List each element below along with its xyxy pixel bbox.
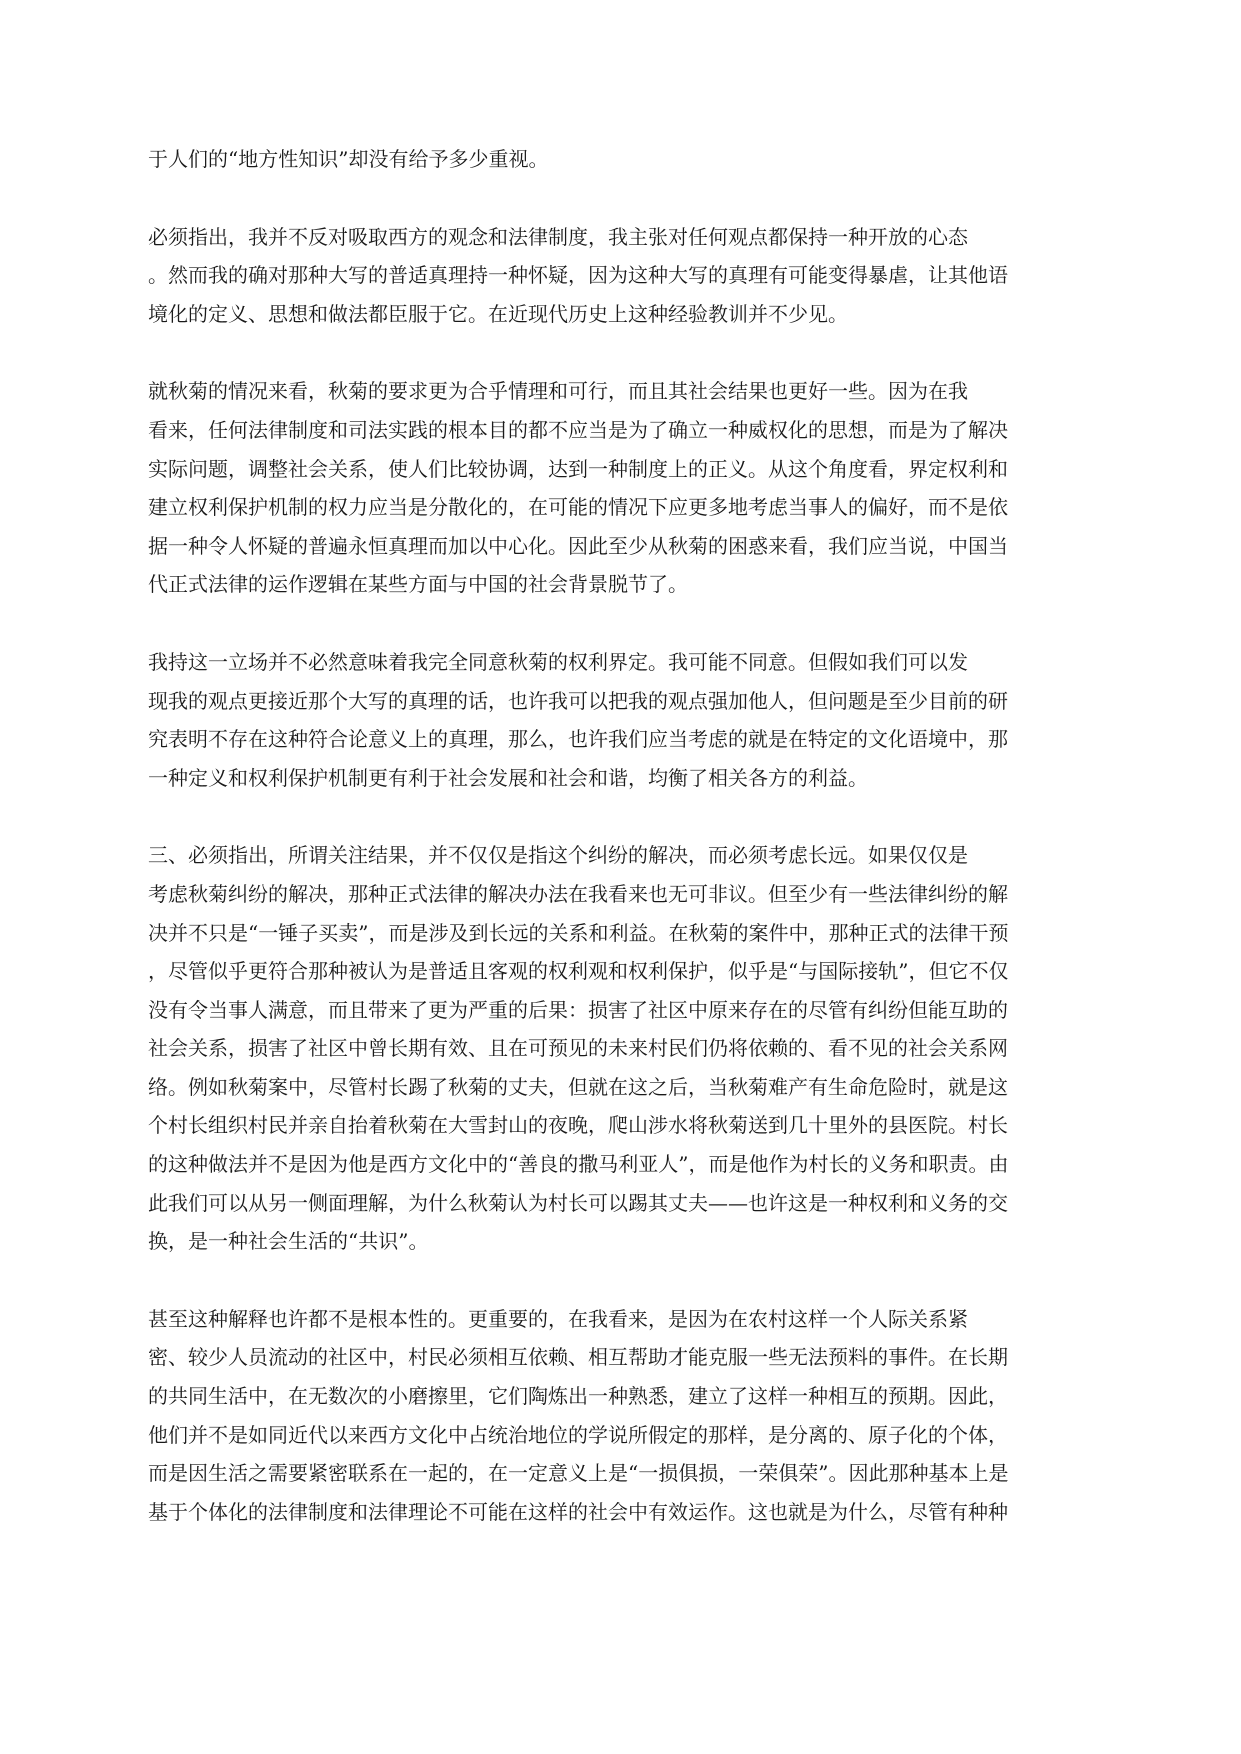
text-line: 我持这一立场并不必然意味着我完全同意秋菊的权利界定。我可能不同意。但假如我们可以发	[148, 649, 968, 674]
text-line: 换，是一种社会生活的“共识”。	[148, 1229, 429, 1254]
text-line: 的共同生活中，在无数次的小磨擦里，它们陶炼出一种熟悉，建立了这样一种相互的预期。因此，	[148, 1384, 1008, 1409]
text-line: 的这种做法并不是因为他是西方文化中的“善良的撒马利亚人”，而是他作为村长的义务和职责。由	[148, 1152, 1009, 1177]
text-line: 基于个体化的法律制度和法律理论不可能在这样的社会中有效运作。这也就是为什么，尽管有种种	[148, 1499, 1008, 1524]
text-line: 考虑秋菊纠纷的解决，那种正式法律的解决办法在我看来也无可非议。但至少有一些法律纠纷的解	[148, 881, 1008, 906]
paragraph	[148, 643, 1088, 797]
text-line: 。然而我的确对那种大写的普适真理持一种怀疑，因为这种大写的真理有可能变得暴虐，让其他语	[148, 263, 1008, 288]
text-line: 没有令当事人满意，而且带来了更为严重的后果：损害了社区中原来存在的尽管有纠纷但能互助的	[148, 997, 1008, 1022]
paragraph	[148, 140, 1088, 179]
text-line: 他们并不是如同近代以来西方文化中占统治地位的学说所假定的那样，是分离的、原子化的个体，	[148, 1422, 1008, 1447]
text-line: 据一种令人怀疑的普遍永恒真理而加以中心化。因此至少从秋菊的困惑来看，我们应当说，中国当	[148, 533, 1008, 558]
text-line: 个村长组织村民并亲自抬着秋菊在大雪封山的夜晚，爬山涉水将秋菊送到几十里外的县医院。村长	[148, 1113, 1008, 1138]
text-line: 究表明不存在这种符合论意义上的真理，那么，也许我们应当考虑的就是在特定的文化语境中，那	[148, 727, 1008, 752]
text-line: 而是因生活之需要紧密联系在一起的，在一定意义上是“一损俱损，一荣俱荣”。因此那种基本上是	[148, 1461, 1009, 1486]
text-line: 建立权利保护机制的权力应当是分散化的，在可能的情况下应更多地考虑当事人的偏好，而不是依	[148, 495, 1008, 520]
text-line: 代正式法律的运作逻辑在某些方面与中国的社会背景脱节了。	[148, 572, 688, 597]
text-line: 络。例如秋菊案中，尽管村长踢了秋菊的丈夫，但就在这之后，当秋菊难产有生命危险时，就是这	[148, 1074, 1008, 1099]
paragraph	[148, 372, 1088, 604]
paragraph	[148, 1300, 1088, 1532]
text-line: 于人们的“地方性知识”却没有给予多少重视。	[148, 147, 549, 171]
document-page	[148, 140, 1088, 1531]
text-line: 必须指出，我并不反对吸取西方的观念和法律制度，我主张对任何观点都保持一种开放的心态	[148, 224, 968, 249]
text-line: ，尽管似乎更符合那种被认为是普适且客观的权利观和权利保护，似乎是“与国际接轨”，但它不仅	[148, 959, 1009, 984]
text-line: 甚至这种解释也许都不是根本性的。更重要的，在我看来，是因为在农村这样一个人际关系紧	[148, 1306, 968, 1331]
text-line: 社会关系，损害了社区中曾长期有效、且在可预见的未来村民们仍将依赖的、看不见的社会关系网	[148, 1036, 1008, 1061]
text-line: 看来，任何法律制度和司法实践的根本目的都不应当是为了确立一种威权化的思想，而是为了解决	[148, 417, 1008, 442]
text-line: 密、较少人员流动的社区中，村民必须相互依赖、相互帮助才能克服一些无法预料的事件。在长期	[148, 1345, 1008, 1370]
text-line: 此我们可以从另一侧面理解，为什么秋菊认为村长可以踢其丈夫——也许这是一种权利和义务的交	[148, 1190, 1008, 1215]
paragraph-gap	[148, 604, 1088, 643]
text-line: 决并不只是“一锤子买卖”，而是涉及到长远的关系和利益。在秋菊的案件中，那种正式的法律干预	[148, 920, 1009, 945]
paragraph	[148, 218, 1088, 334]
paragraph-gap	[148, 1261, 1088, 1300]
paragraph-gap	[148, 333, 1088, 372]
text-line: 一种定义和权利保护机制更有利于社会发展和社会和谐，均衡了相关各方的利益。	[148, 765, 868, 790]
text-line: 三、必须指出，所谓关注结果，并不仅仅是指这个纠纷的解决，而必须考虑长远。如果仅仅是	[148, 843, 968, 868]
paragraph	[148, 836, 1088, 1261]
paragraph-gap	[148, 179, 1088, 218]
text-line: 现我的观点更接近那个大写的真理的话，也许我可以把我的观点强加他人，但问题是至少目前的研	[148, 688, 1008, 713]
text-line: 境化的定义、思想和做法都臣服于它。在近现代历史上这种经验教训并不少见。	[148, 301, 848, 326]
text-line: 就秋菊的情况来看，秋菊的要求更为合乎情理和可行，而且其社会结果也更好一些。因为在我	[148, 379, 968, 404]
paragraph-gap	[148, 797, 1088, 836]
text-line: 实际问题，调整社会关系，使人们比较协调，达到一种制度上的正义。从这个角度看，界定权利和	[148, 456, 1008, 481]
